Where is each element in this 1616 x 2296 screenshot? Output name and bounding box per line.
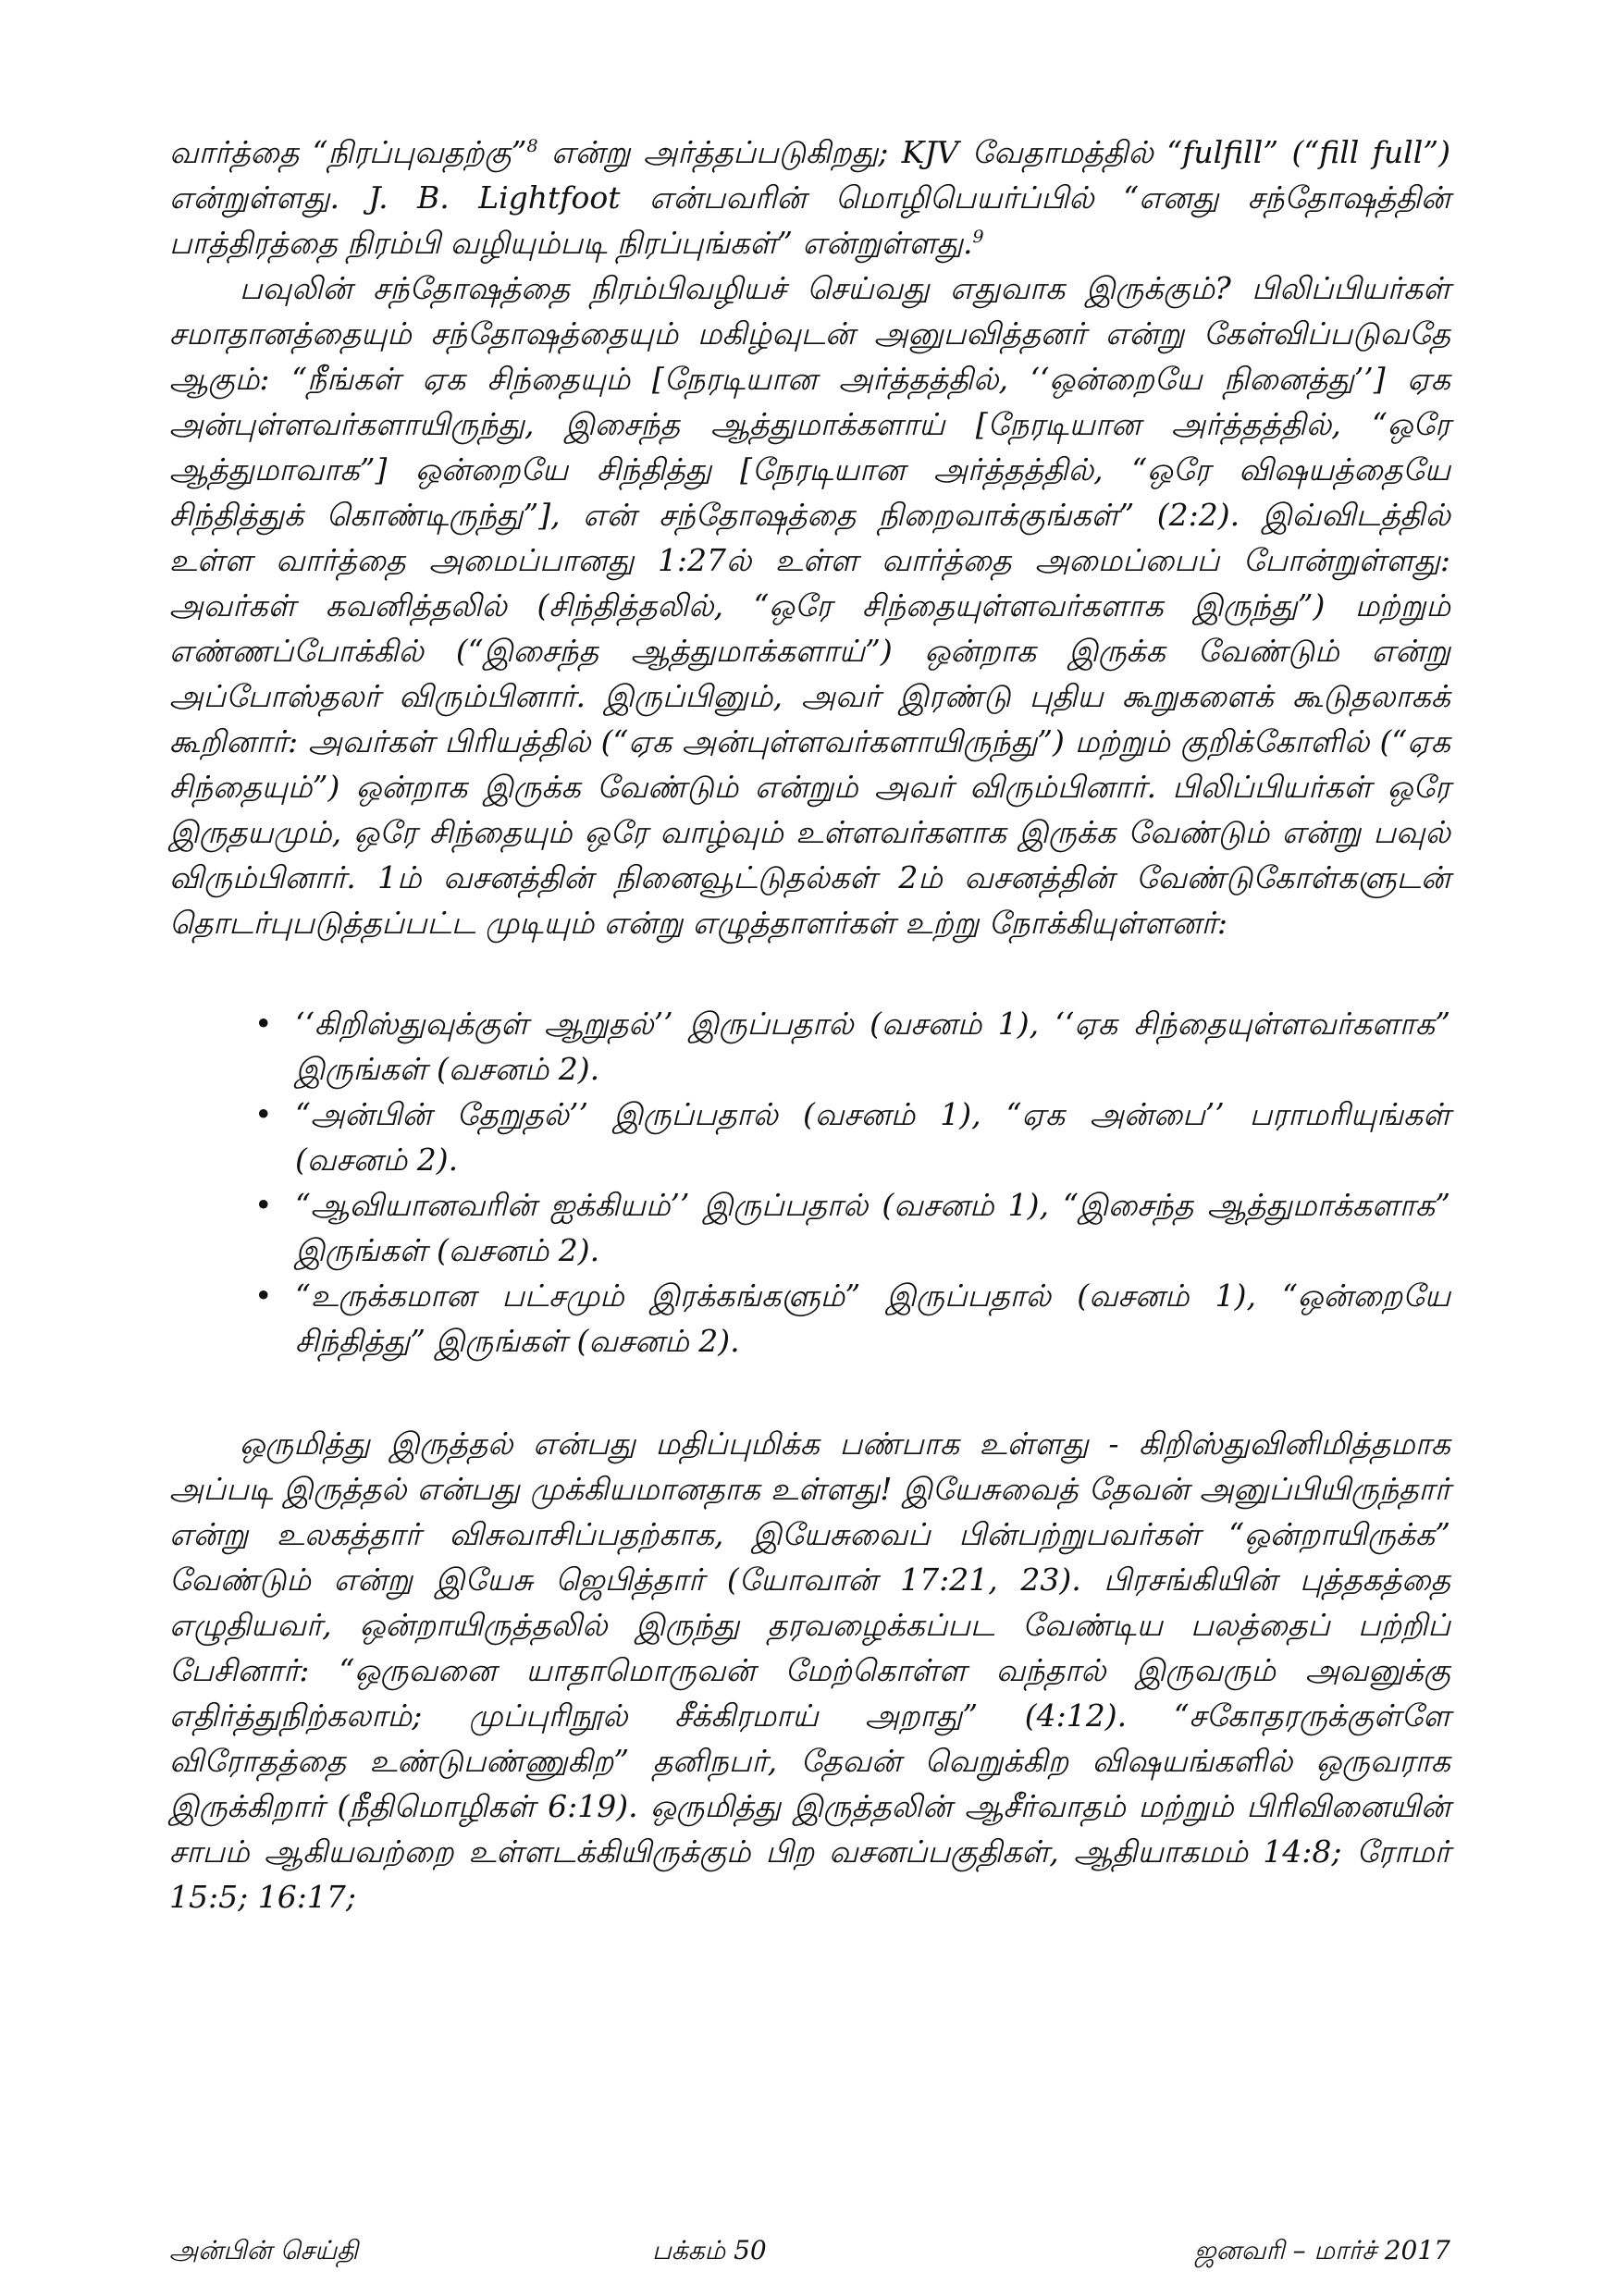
footer-page-number: பக்கம் 50 xyxy=(652,2235,767,2265)
body-text xyxy=(169,130,1450,1920)
footer-magazine-title: அன்பின் செய்தி xyxy=(169,2235,359,2265)
bullet-icon: • xyxy=(254,1187,273,1223)
list-item: • “உருக்கமான பட்சமும் இரக்கங்களும்” இருப்பதால் (வசனம் 1), “ஒன்றையே சிந்தித்து” இருங்கள் (வசனம் 2). xyxy=(254,1273,1450,1364)
paragraph-1: வார்த்தை “நிரப்புவதற்கு”$^8$ என்று அர்த்தப்படுகிறது; KJV வேதாமத்தில் “fulfill” (“fill full”) என்றுள்ளது. J. B. Lightfoot என்பவரின் மொழிபெயர்ப்பில் “எனது சந்தோஷத்தின் பாத்திரத்தை நிரம்பி வழியும்படி நிரப்புங்கள்” என்றுள்ளது.$^9$ xyxy=(169,134,1450,261)
bullet-icon: • xyxy=(254,1278,273,1314)
list-item: • ‘‘கிறிஸ்துவுக்குள் ஆறுதல்’’ இருப்பதால் (வசனம் 1), ‘‘ஏக சிந்தையுள்ளவர்களாக” இருங்கள் (வசனம் 2). xyxy=(254,1001,1450,1092)
bullet-list xyxy=(169,1001,1450,1364)
bullet-icon: • xyxy=(254,1096,273,1132)
footnote-ref-9[interactable]: 9 xyxy=(972,227,984,247)
paragraph-3: ஒருமித்து இருத்தல் என்பது மதிப்புமிக்க பண்பாக உள்ளது - கிறிஸ்துவினிமித்தமாக அப்படி இருத்தல் என்பது முக்கியமானதாக உள்ளது! இயேசுவைத் தேவன் அனுப்பியிருந்தார் என்று உலகத்தார் விசுவாசிப்பதற்காக, இயேசுவைப் பின்பற்றுபவர்கள் “ஒன்றாயிருக்க” வேண்டும் என்று இயேசு ஜெபித்தார் (யோவான் 17:21, 23). பிரசங்கியின் புத்தகத்தை எழுதியவர், ஒன்றாயிருத்தலில் இருந்து தரவழைக்கப்பட வேண்டிய பலத்தைப் பற்றிப் பேசினார்: “ஒருவனை யாதாமொருவன் மேற்கொள்ள வந்தால் இருவரும் அவனுக்கு எதிர்த்துநிற்கலாம்; முப்புரிநூல் சீக்கிரமாய் அறாது” (4:12). “சகோதரருக்குள்ளே விரோதத்தை உண்டுபண்ணுகிற” தனிநபர், தேவன் வெறுக்கிற விஷயங்களில் ஒருவராக இருக்கிறார் (நீதிமொழிகள் 6:19). ஒருமித்து இருத்தலின் ஆசீர்வாதம் மற்றும் பிரிவினையின் சாபம் ஆகியவற்றை உள்ளடக்கியிருக்கும் பிற வசனப்பகுதிகள், ஆதியாகமம் 14:8; ரோமர் 15:5; 16:17; xyxy=(169,1426,1450,1915)
bullet-icon: • xyxy=(254,1006,273,1042)
paragraph-2: பவுலின் சந்தோஷத்தை நிரம்பிவழியச் செய்வது எதுவாக இருக்கும்? பிலிப்பியர்கள் சமாதானத்தையும் சந்தோஷத்தையும் மகிழ்வுடன் அனுபவித்தனர் என்று கேள்விப்படுவதே ஆகும்: “நீங்கள் ஏக சிந்தையும் [நேரடியான அர்த்தத்தில், ‘‘ஒன்றையே நினைத்து’’] ஏக அன்புள்ளவர்களாயிருந்து, இசைந்த ஆத்துமாக்களாய் [நேரடியான அர்த்தத்தில், “ஒரே ஆத்துமாவாக”] ஒன்றையே சிந்தித்து [நேரடியான அர்த்தத்தில், “ஒரே விஷயத்தையே சிந்தித்துக் கொண்டிருந்து”], என் சந்தோஷத்தை நிறைவாக்குங்கள்” (2:2). இவ்விடத்தில் உள்ள வார்த்தை அமைப்பானது 1:27ல் உள்ள வார்த்தை அமைப்பைப் போன்றுள்ளது: அவர்கள் கவனித்தலில் (சிந்தித்தலில், “ஒரே சிந்தையுள்ளவர்களாக இருந்து”) மற்றும் எண்ணப்போக்கில் (“இசைந்த ஆத்துமாக்களாய்”) ஒன்றாக இருக்க வேண்டும் என்று அப்போஸ்தலர் விரும்பினார். இருப்பினும், அவர் இரண்டு புதிய கூறுகளைக் கூடுதலாகக் கூறினார்: அவர்கள் பிரியத்தில் (“ஏக அன்புள்ளவர்களாயிருந்து”) மற்றும் குறிக்கோளில் (“ஏக சிந்தையும்”) ஒன்றாக இருக்க வேண்டும் என்றும் அவர் விரும்பினார். பிலிப்பியர்கள் ஒரே இருதயமும், ஒரே சிந்தையும் ஒரே வாழ்வும் உள்ளவர்களாக இருக்க வேண்டும் என்று பவுல் விரும்பினார். 1ம் வசனத்தின் நினைவூட்டுதல்கள் 2ம் வசனத்தின் வேண்டுகோள்களுடன் தொடர்புபடுத்தப்பட்ட முடியும் என்று எழுத்தாளர்கள் உற்று நோக்கியுள்ளனர்: xyxy=(169,270,1450,941)
list-item: • “அன்பின் தேறுதல்’’ இருப்பதால் (வசனம் 1), “ஏக அன்பை’’ பராமரியுங்கள் (வசனம் 2). xyxy=(254,1092,1450,1182)
footnote-ref-8[interactable]: 8 xyxy=(526,136,538,156)
footer-issue-date: ஜனவரி – மார்ச் 2017 xyxy=(1194,2235,1450,2265)
list-item: • “ஆவியானவரின் ஐக்கியம்’’ இருப்பதால் (வசனம் 1), “இசைந்த ஆத்துமாக்களாக” இருங்கள் (வசனம் 2). xyxy=(254,1182,1450,1273)
page-footer xyxy=(169,2228,1450,2274)
